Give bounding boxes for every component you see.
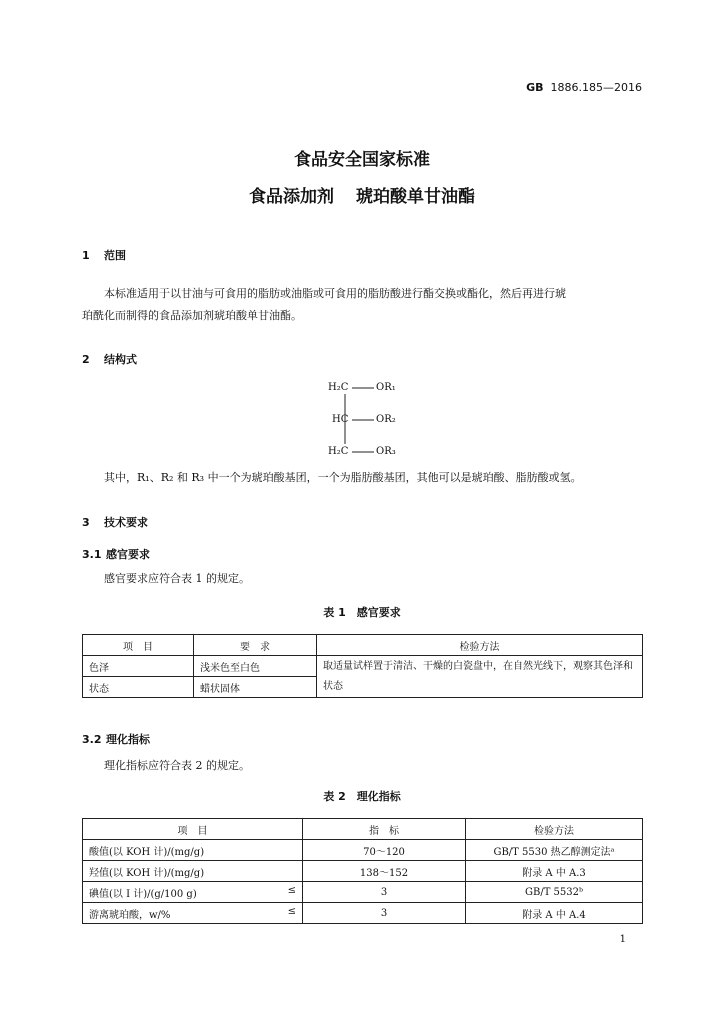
- physicochemical-table: [82, 818, 643, 924]
- table-2-caption: 表 2 理化指标: [323, 790, 401, 803]
- section-2-heading: 2 结构式: [82, 353, 137, 366]
- section-3-2-body: 理化指标应符合表 2 的规定。: [104, 759, 250, 772]
- structural-formula: H₂C OR₁ HC OR₂ H₂C OR₃: [328, 380, 418, 460]
- section-3-heading: 3 技术要求: [82, 516, 148, 529]
- sensory-table: [82, 634, 643, 698]
- table-header: 指 标: [303, 819, 466, 840]
- document-subtitle: 食品添加剂 琥珀酸单甘油酯: [249, 187, 475, 207]
- table-row: 色泽 浅米色至白色 取适量试样置于清洁、干燥的白瓷盘中，在自然光线下，观察其色泽和状态: [83, 656, 643, 677]
- table-header: 项 目: [83, 635, 194, 656]
- table-row: 碘值(以 I 计)/(g/100 g) ≤ 3 GB/T 5532ᵇ: [83, 882, 643, 903]
- standard-number: GB 1886.185—2016: [526, 81, 642, 94]
- section-3-1-body: 感官要求应符合表 1 的规定。: [104, 572, 250, 585]
- test-method: 取适量试样置于清洁、干燥的白瓷盘中，在自然光线下，观察其色泽和状态: [317, 656, 643, 698]
- table-header: 项 目: [83, 819, 303, 840]
- section-1-heading: 1 范围: [82, 249, 126, 262]
- section-3-2-heading: 3.2 理化指标: [82, 733, 150, 746]
- section-3-1-heading: 3.1 感官要求: [82, 548, 150, 561]
- table-row: 状态 蜡状固体: [83, 677, 643, 698]
- section-2-note: 其中，R₁、R₂ 和 R₃ 中一个为琥珀酸基团，一个为脂肪酸基团，其他可以是琥珀酸、脂肪酸或氢。: [104, 471, 582, 484]
- page-title: 食品安全国家标准: [294, 150, 430, 170]
- page-number: 1: [619, 934, 626, 945]
- table-row: 羟值(以 KOH 计)/(mg/g) 138～152 附录 A 中 A.3: [83, 861, 643, 882]
- table-1-caption: 表 1 感官要求: [323, 606, 401, 619]
- section-1-body: 本标准适用于以甘油与可食用的脂肪或油脂或可食用的脂肪酸进行酯交换或酯化，然后再进行琥 珀酰化而制得的食品添加剂琥珀酸单甘油酯。: [82, 287, 566, 322]
- table-header: 要 求: [194, 635, 317, 656]
- table-header: 检验方法: [466, 819, 643, 840]
- table-header: 检验方法: [317, 635, 643, 656]
- table-row: 酸值(以 KOH 计)/(mg/g) 70～120 GB/T 5530 热乙醇测定法ᵃ: [83, 840, 643, 861]
- table-row: 游离琥珀酸，w/% ≤ 3 附录 A 中 A.4: [83, 903, 643, 924]
